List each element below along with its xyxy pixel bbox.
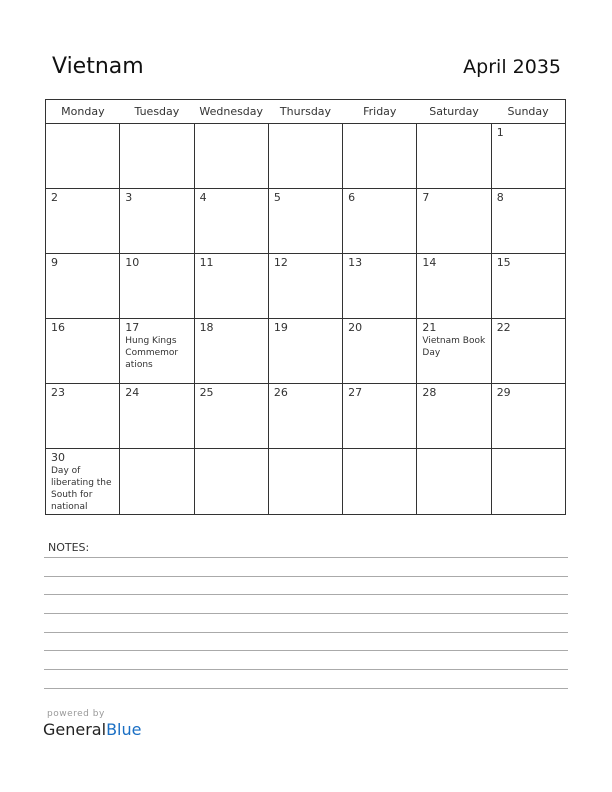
calendar-day-cell xyxy=(46,254,120,319)
day-number: 21 xyxy=(422,321,437,334)
calendar-day-cell xyxy=(268,254,342,319)
holiday-event: Hung Kings Commemor ations xyxy=(125,336,179,370)
calendar-day-cell xyxy=(417,254,491,319)
country-title: Vietnam xyxy=(52,54,144,79)
day-number: 4 xyxy=(199,191,207,204)
calendar-day-cell xyxy=(491,384,565,449)
calendar-day-cell xyxy=(46,319,120,384)
day-number: 12 xyxy=(273,256,288,269)
calendar-day-cell xyxy=(194,124,268,189)
weekday-sunday: Sunday xyxy=(491,100,565,124)
generalblue-logo[interactable] xyxy=(43,720,141,739)
calendar-day-cell xyxy=(268,124,342,189)
calendar-day-cell xyxy=(120,254,194,319)
calendar-day-cell xyxy=(194,319,268,384)
calendar-day-cell xyxy=(417,189,491,254)
day-number: 2 xyxy=(51,191,58,204)
calendar-day-cell xyxy=(120,189,194,254)
calendar-day-cell xyxy=(491,189,565,254)
day-number: 7 xyxy=(422,191,430,204)
day-number: 10 xyxy=(125,256,140,269)
calendar-day-cell xyxy=(417,449,491,515)
calendar-day-cell xyxy=(46,384,120,449)
calendar-day-cell xyxy=(268,189,342,254)
calendar-day-cell xyxy=(268,384,342,449)
calendar-day-cell xyxy=(46,449,120,515)
calendar-week-row xyxy=(46,254,566,319)
powered-by-text: powered by xyxy=(47,709,105,719)
day-number: 17 xyxy=(125,321,140,334)
calendar-day-cell xyxy=(120,319,194,384)
day-number: 28 xyxy=(422,386,437,399)
day-number: 23 xyxy=(51,386,65,399)
day-number: 15 xyxy=(496,256,511,269)
calendar-day-cell xyxy=(268,319,342,384)
day-number: 6 xyxy=(348,191,356,204)
calendar-week-row xyxy=(46,124,566,189)
calendar-day-cell xyxy=(417,124,491,189)
calendar-day-cell xyxy=(120,449,194,515)
day-number: 29 xyxy=(496,386,511,399)
calendar-day-cell xyxy=(120,384,194,449)
calendar-day-cell xyxy=(343,124,417,189)
calendar-day-cell xyxy=(46,189,120,254)
day-number: 3 xyxy=(125,191,133,204)
notes-line xyxy=(44,576,568,577)
notes-line xyxy=(44,650,568,651)
weekday-friday: Friday xyxy=(343,100,417,124)
calendar-week-row xyxy=(46,384,566,449)
calendar-day-cell xyxy=(120,124,194,189)
weekday-header-row xyxy=(46,100,566,124)
calendar-week-row xyxy=(46,449,566,515)
day-number: 18 xyxy=(199,321,214,334)
calendar-day-cell xyxy=(343,189,417,254)
weekday-monday: Monday xyxy=(46,100,120,124)
calendar-day-cell xyxy=(491,449,565,515)
day-number: 30 xyxy=(51,451,65,464)
calendar-day-cell xyxy=(194,449,268,515)
day-number: 20 xyxy=(348,321,363,334)
day-number: 1 xyxy=(496,126,504,139)
logo-general-text: General xyxy=(43,720,107,739)
day-number: 16 xyxy=(51,321,65,334)
calendar-day-cell xyxy=(343,319,417,384)
day-number: 22 xyxy=(496,321,511,334)
weekday-wednesday: Wednesday xyxy=(194,100,268,124)
day-number: 25 xyxy=(199,386,214,399)
calendar-day-cell xyxy=(491,124,565,189)
notes-line xyxy=(44,669,568,670)
day-number: 19 xyxy=(273,321,288,334)
notes-label: NOTES: xyxy=(48,541,90,554)
logo-blue-text: Blue xyxy=(106,720,142,739)
day-number: 9 xyxy=(51,256,58,269)
calendar-week-row xyxy=(46,319,566,384)
calendar-day-cell xyxy=(194,189,268,254)
day-number: 11 xyxy=(199,256,214,269)
notes-line xyxy=(44,557,568,558)
calendar-day-cell xyxy=(46,124,120,189)
calendar-grid xyxy=(45,99,566,515)
holiday-event: Day of liberating the South for national xyxy=(51,466,112,512)
weekday-tuesday: Tuesday xyxy=(120,100,194,124)
calendar-day-cell xyxy=(343,384,417,449)
calendar-day-cell xyxy=(417,384,491,449)
calendar-week-row xyxy=(46,189,566,254)
notes-line xyxy=(44,594,568,595)
notes-line xyxy=(44,688,568,689)
notes-line xyxy=(44,632,568,633)
day-number: 26 xyxy=(273,386,288,399)
day-number: 27 xyxy=(348,386,363,399)
day-number: 13 xyxy=(348,256,363,269)
holiday-event: Vietnam Book Day xyxy=(422,336,486,358)
weekday-thursday: Thursday xyxy=(268,100,342,124)
calendar-day-cell xyxy=(491,254,565,319)
calendar-day-cell xyxy=(491,319,565,384)
calendar-day-cell xyxy=(194,384,268,449)
day-number: 5 xyxy=(273,191,281,204)
notes-line xyxy=(44,613,568,614)
calendar-day-cell xyxy=(417,319,491,384)
weekday-saturday: Saturday xyxy=(417,100,491,124)
day-number: 24 xyxy=(125,386,140,399)
calendar-day-cell xyxy=(194,254,268,319)
month-year-title: April 2035 xyxy=(463,56,561,78)
calendar-day-cell xyxy=(343,449,417,515)
day-number: 8 xyxy=(496,191,504,204)
calendar-day-cell xyxy=(268,449,342,515)
calendar-day-cell xyxy=(343,254,417,319)
day-number: 14 xyxy=(422,256,437,269)
